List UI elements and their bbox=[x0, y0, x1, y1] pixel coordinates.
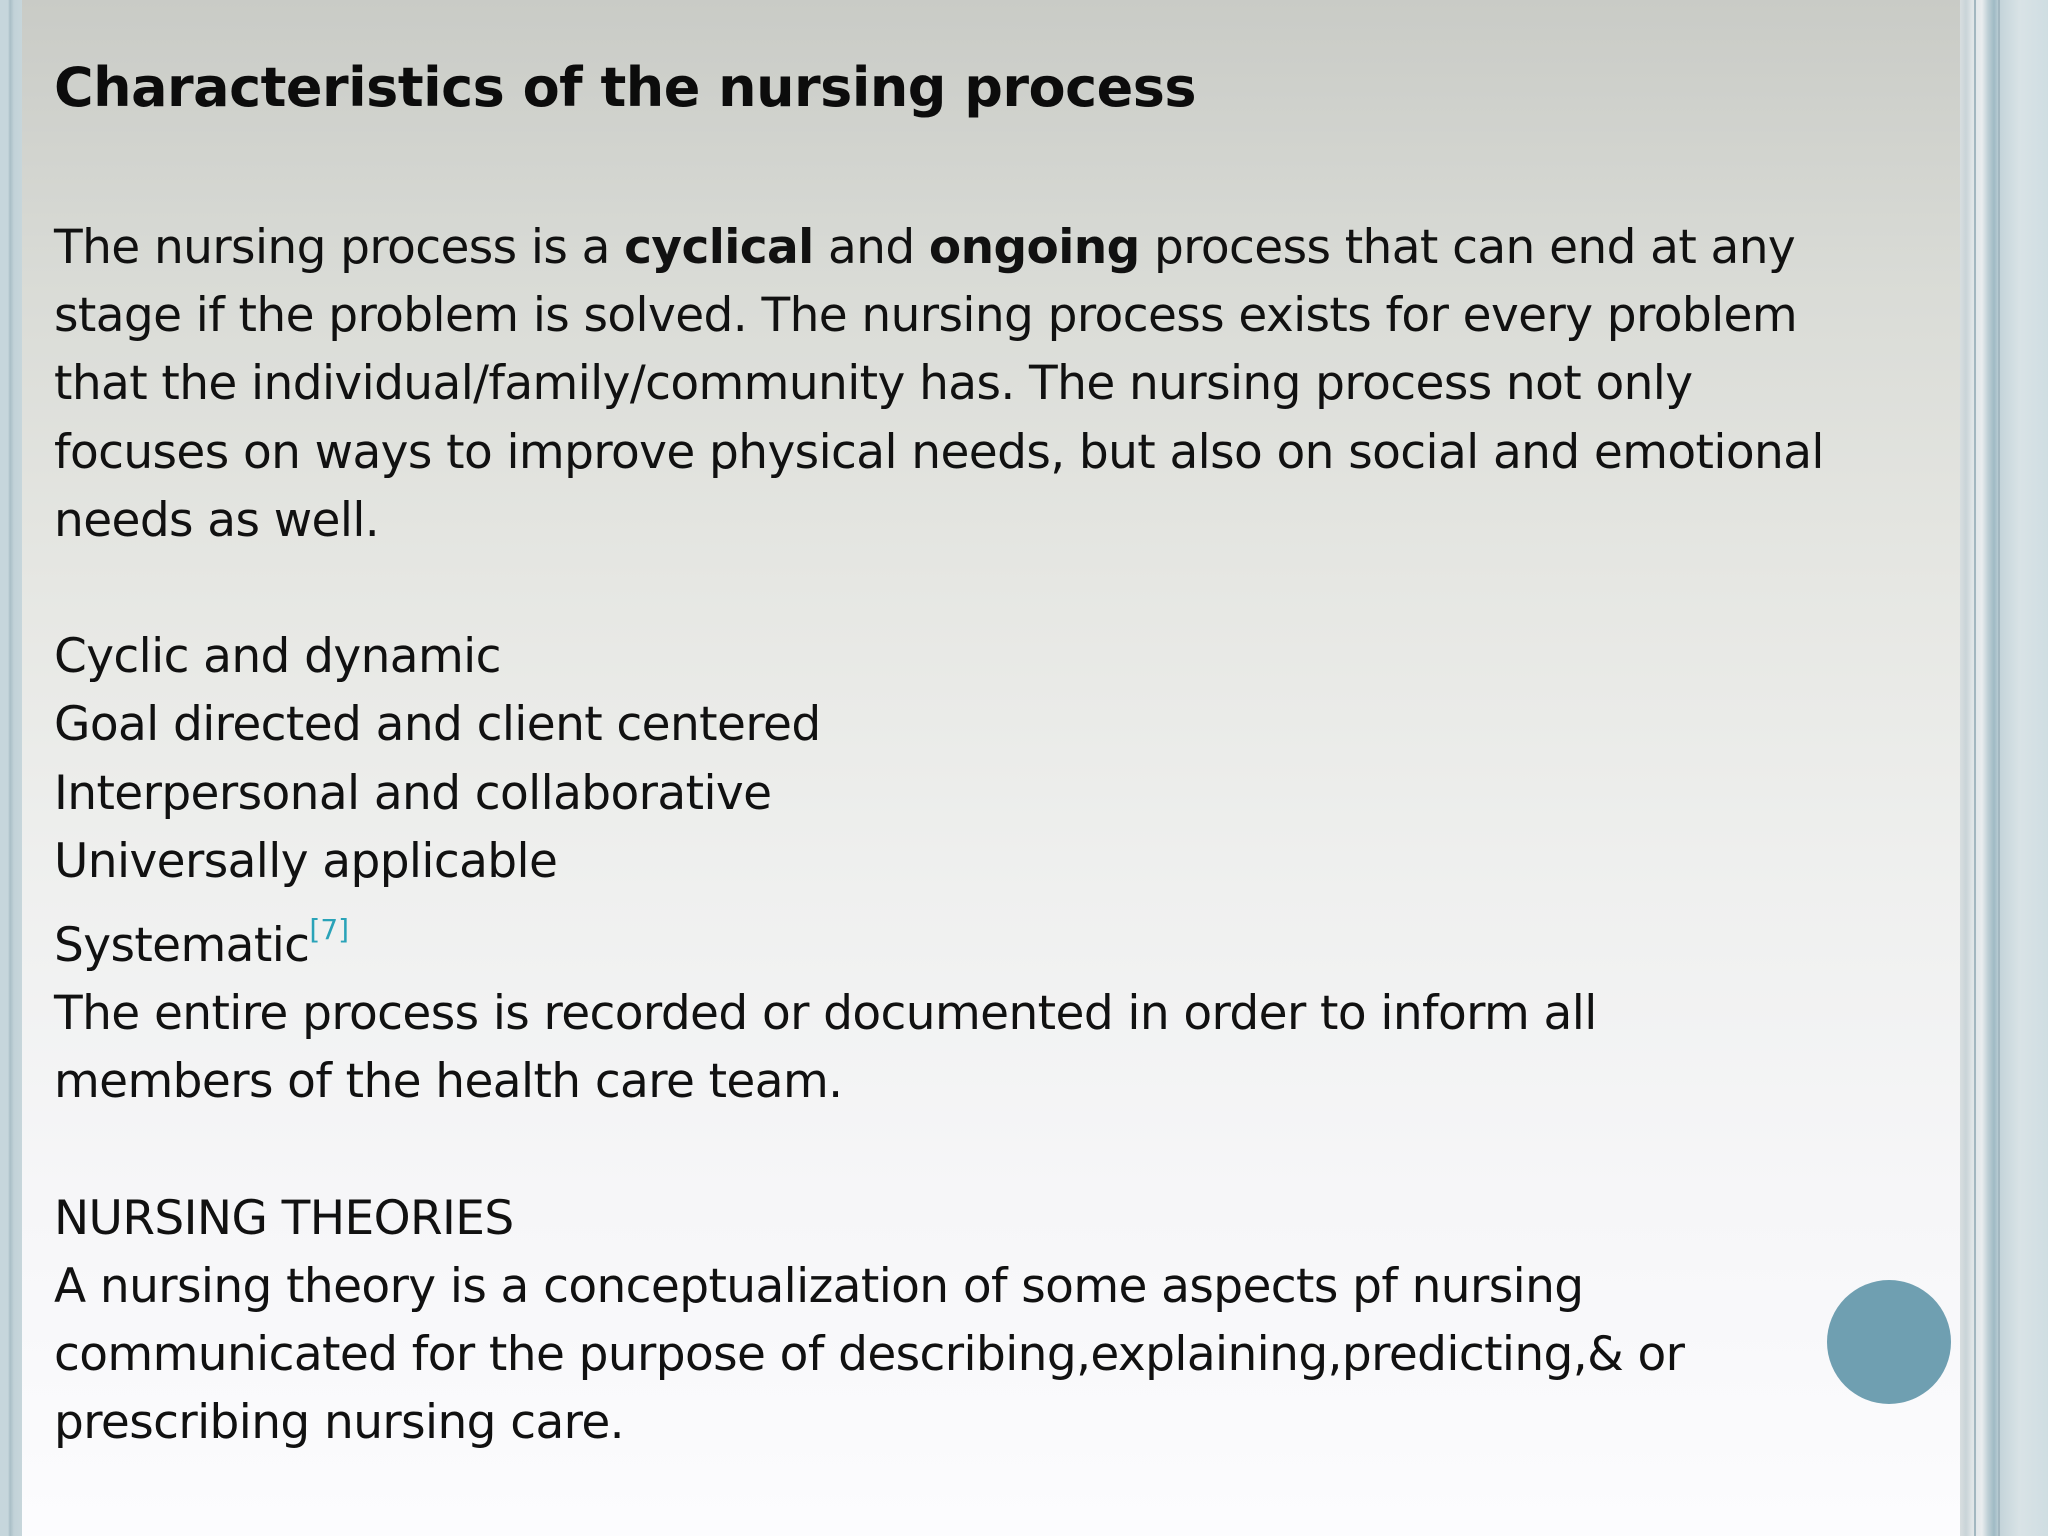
citation-link[interactable]: [7] bbox=[309, 913, 350, 947]
intro-text: process that can end at any bbox=[1139, 220, 1796, 275]
slide-title: Characteristics of the nursing process bbox=[54, 56, 1197, 119]
theory-definition-line: A nursing theory is a conceptualization of some aspects pf nursing bbox=[54, 1259, 1584, 1315]
documentation-line: The entire process is recorded or documented in order to inform all bbox=[54, 986, 1597, 1042]
slide-body bbox=[54, 214, 1854, 1458]
characteristic-text: Systematic bbox=[54, 918, 310, 974]
spacer bbox=[54, 555, 1854, 623]
intro-line bbox=[54, 214, 1854, 282]
characteristic-item: Universally applicable bbox=[54, 833, 558, 889]
documentation-line: members of the health care team. bbox=[54, 1054, 843, 1110]
right-divider-line bbox=[1998, 0, 2000, 1536]
theory-definition-line: prescribing nursing care. bbox=[54, 1395, 624, 1451]
right-divider-line bbox=[1974, 0, 1976, 1536]
intro-line: that the individual/family/community has. The nursing process not only bbox=[54, 356, 1693, 412]
theories-heading: NURSING THEORIES bbox=[54, 1190, 514, 1246]
spacer bbox=[54, 1117, 1854, 1185]
characteristic-item: Goal directed and client centered bbox=[54, 697, 821, 753]
left-decorative-edge bbox=[0, 0, 24, 1536]
intro-line: stage if the problem is solved. The nursing process exists for every problem bbox=[54, 288, 1798, 344]
intro-text: The nursing process is a bbox=[54, 220, 625, 275]
intro-bold-ongoing: ongoing bbox=[928, 220, 1140, 275]
intro-line: focuses on ways to improve physical needs, but also on social and emotional bbox=[54, 424, 1824, 480]
theory-definition-line: communicated for the purpose of describing,explaining,predicting,& or bbox=[54, 1327, 1685, 1383]
characteristic-item: Cyclic and dynamic bbox=[54, 629, 501, 685]
characteristic-item: Interpersonal and collaborative bbox=[54, 765, 772, 821]
intro-line: needs as well. bbox=[54, 492, 380, 548]
characteristic-item bbox=[54, 896, 1854, 980]
intro-text: and bbox=[813, 220, 929, 275]
intro-bold-cyclical: cyclical bbox=[624, 220, 814, 275]
